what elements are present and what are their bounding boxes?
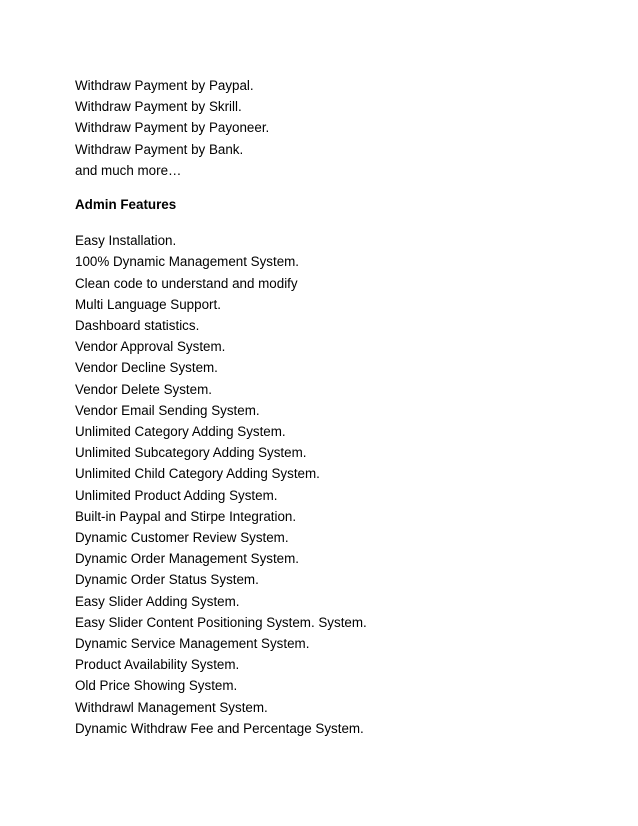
list-item: Dynamic Order Status System. [75,572,259,588]
list-item: 100% Dynamic Management System. [75,254,300,270]
list-item: Clean code to understand and modify [75,275,298,291]
list-item: Dashboard statistics. [75,318,200,334]
list-item: Withdraw Payment by Skrill. [75,99,242,115]
list-item: Dynamic Order Management System. [75,551,299,567]
list-item: Easy Slider Adding System. [75,593,240,609]
list-item: Unlimited Category Adding System. [75,424,286,440]
list-item: Product Availability System. [75,657,240,673]
list-item: Dynamic Withdraw Fee and Percentage System. [75,720,364,736]
admin-features-heading: Admin Features [75,197,177,213]
list-item: Old Price Showing System. [75,678,238,694]
list-item: Dynamic Customer Review System. [75,530,289,546]
list-item: Built-in Paypal and Stirpe Integration. [75,508,297,524]
payment-methods-list [75,75,595,181]
list-item: Easy Slider Content Positioning System. System. [75,614,367,630]
list-item: Vendor Decline System. [75,360,218,376]
document-content [75,75,595,739]
list-item: Easy Installation. [75,233,177,249]
list-item: Withdraw Payment by Paypal. [75,78,254,93]
list-item: Withdraw Payment by Payoneer. [75,120,270,136]
list-item: and much more… [75,162,182,178]
list-item: Vendor Approval System. [75,339,226,355]
admin-features-list [75,230,595,739]
list-item: Vendor Delete System. [75,381,212,397]
list-item: Vendor Email Sending System. [75,402,260,418]
list-item: Withdraw Payment by Bank. [75,141,244,157]
list-item: Multi Language Support. [75,296,221,312]
list-item: Dynamic Service Management System. [75,636,310,652]
list-item: Unlimited Product Adding System. [75,487,278,503]
list-item: Withdrawl Management System. [75,699,268,715]
list-item: Unlimited Subcategory Adding System. [75,445,307,461]
list-item: Unlimited Child Category Adding System. [75,466,320,482]
